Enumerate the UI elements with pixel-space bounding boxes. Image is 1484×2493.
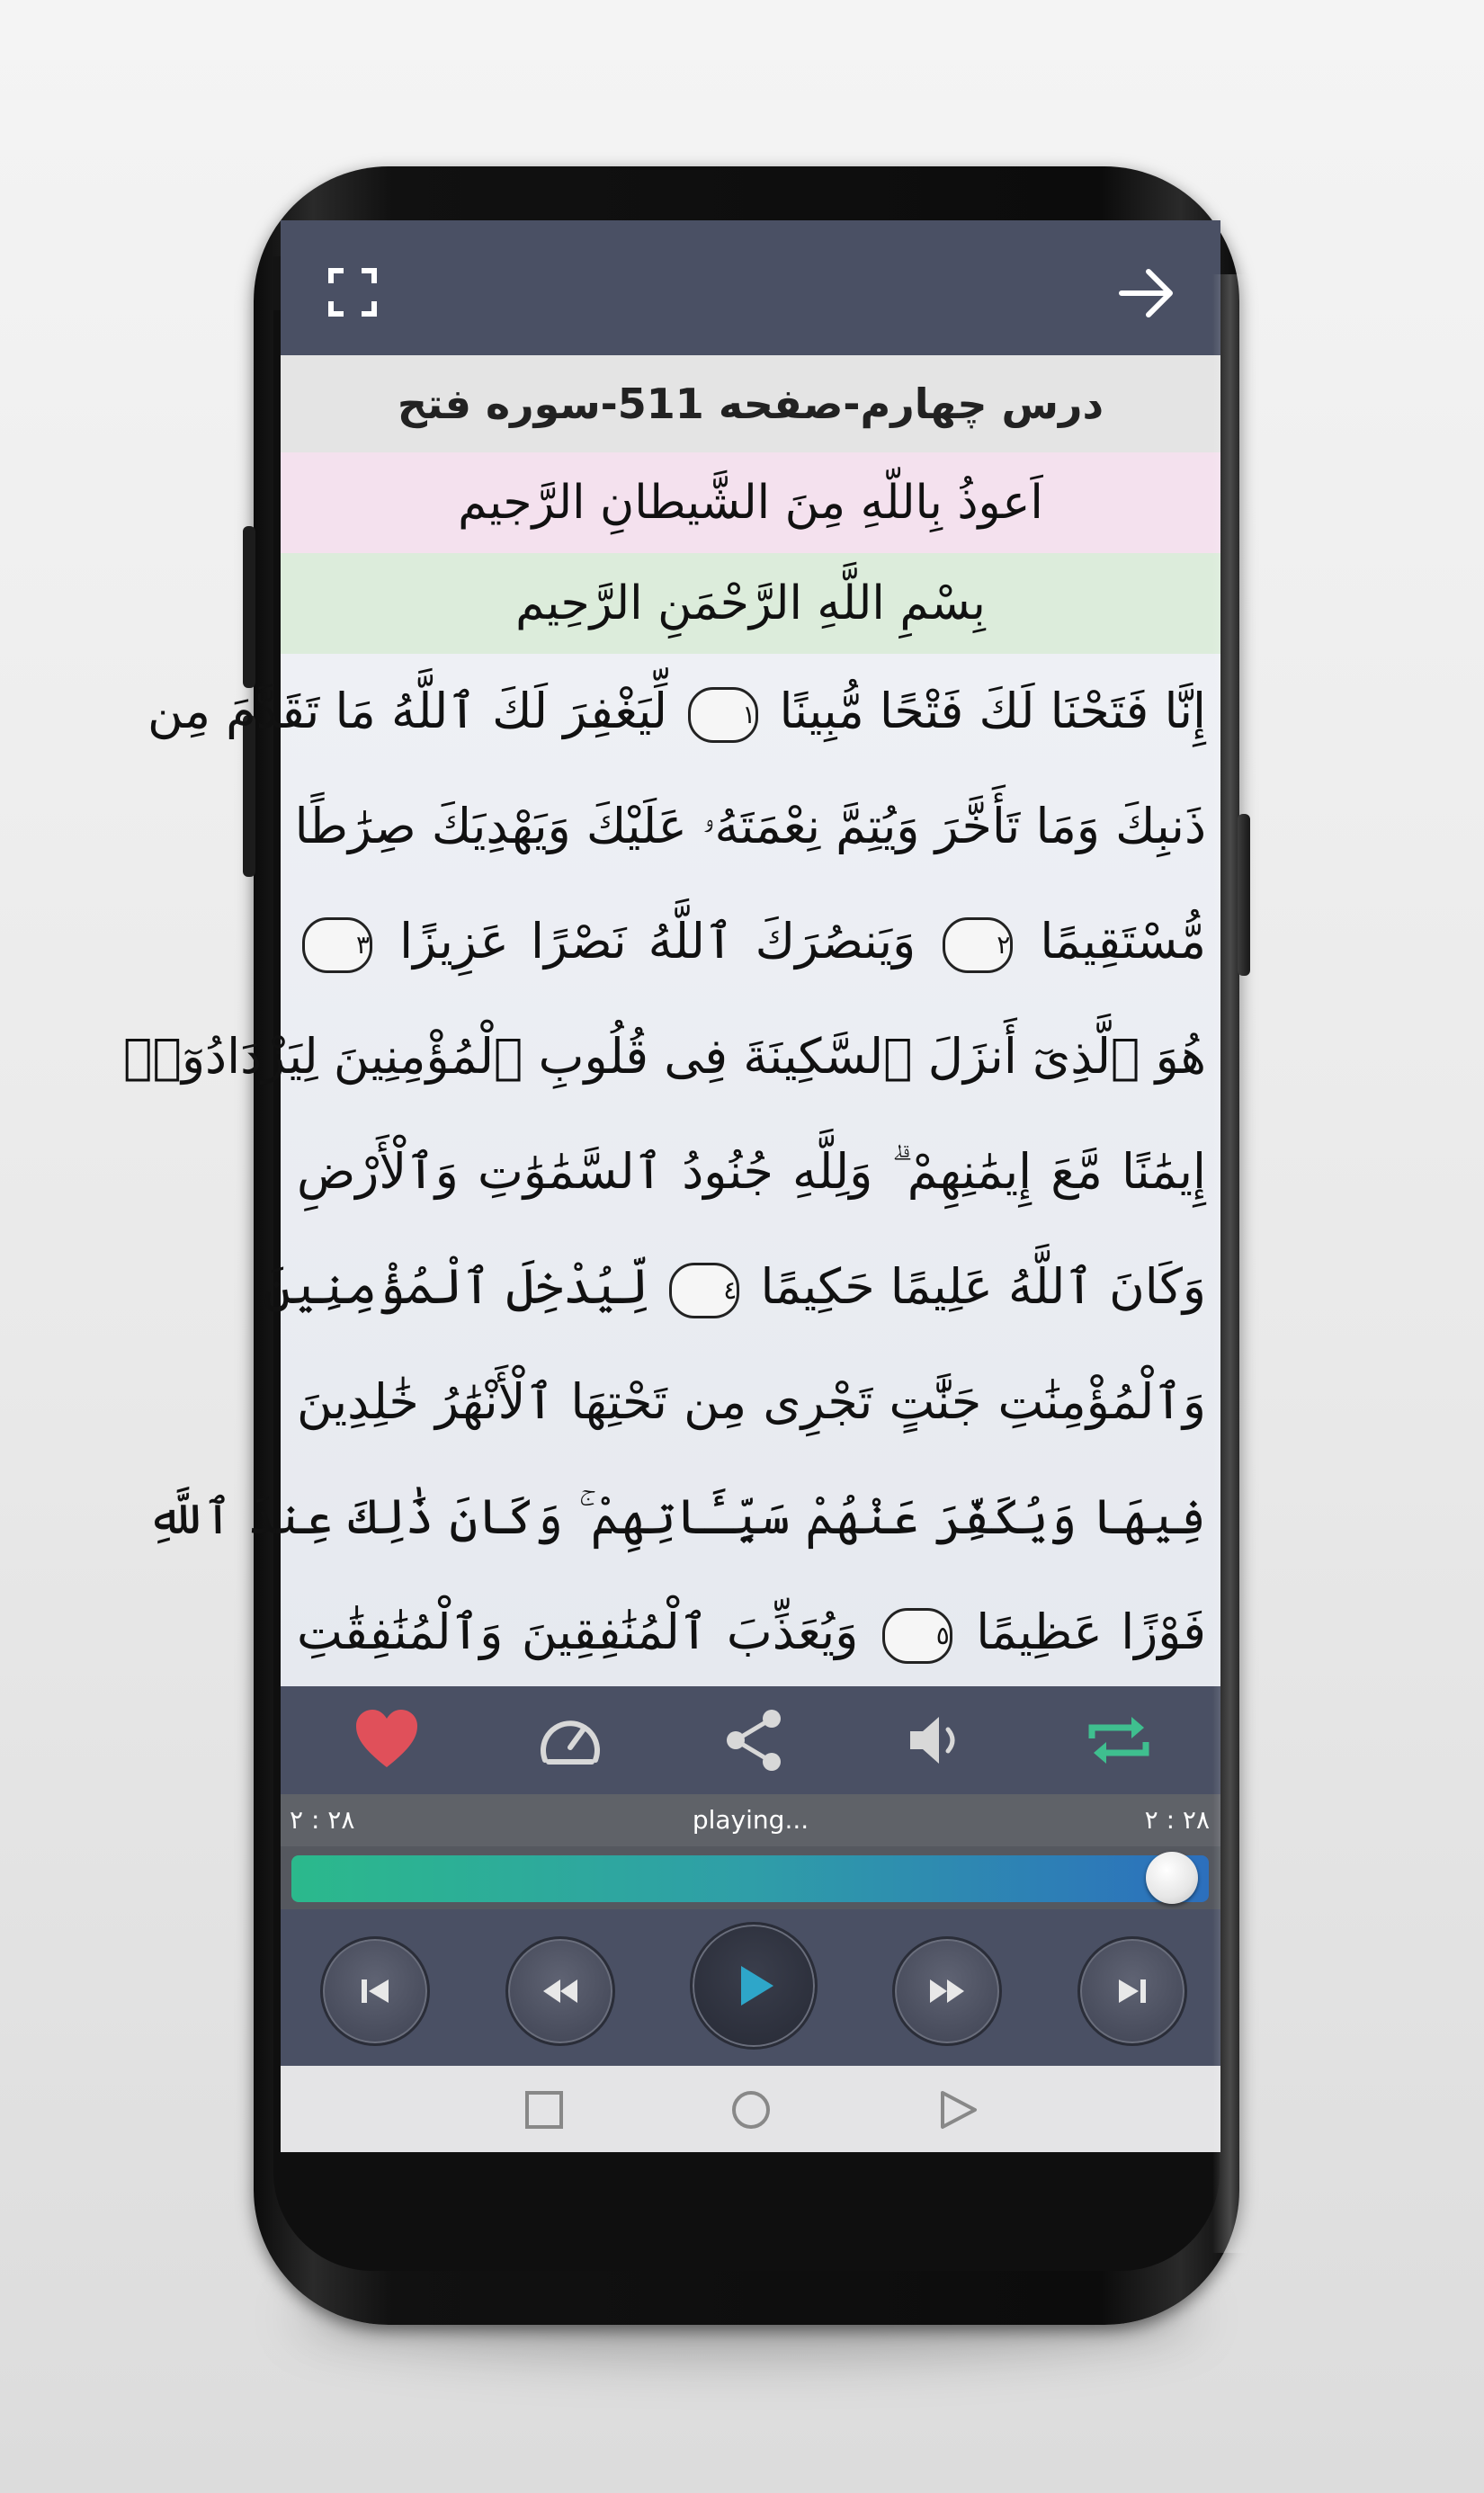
fast-forward-button[interactable] <box>892 1936 1002 2046</box>
seek-thumb[interactable] <box>1146 1852 1198 1904</box>
elapsed-time: ۲ : ۲۸ <box>290 1805 355 1835</box>
verse-line-9[interactable] <box>281 1575 1220 1690</box>
playback-status: playing... <box>692 1805 809 1835</box>
time-bar <box>281 1794 1220 1846</box>
rewind-icon <box>538 1969 583 2014</box>
screen-glare <box>1212 274 1248 2253</box>
istiadha-line: اَعوذُ بِاللّهِ مِنَ الشَّیطانِ الرَّجیم <box>281 452 1220 553</box>
verse-text: فَوْزًا عَظِيمًا <box>976 1604 1206 1660</box>
verse-text: وَكَانَ ٱللَّهُ عَلِيمًا حَكِيمًا <box>760 1258 1206 1315</box>
verse-text: وَيُعَذِّبَ ٱلْمُنَٰفِقِينَ وَٱلْمُنَٰفِقَٰتِ <box>297 1604 859 1660</box>
verse-text: ذَنبِكَ وَمَا تَأَخَّرَ وَيُتِمَّ نِعْمَتَهُۥ عَلَيْكَ وَيَهْدِيَكَ صِرَٰطًا <box>294 798 1206 854</box>
system-nav-bar <box>281 2066 1220 2152</box>
page-title: درس چهارم-صفحه 511-سوره فتح <box>281 355 1220 452</box>
basmala-line: بِسْمِ اللَّهِ الرَّحْمَنِ الرَّحِيم <box>281 553 1220 654</box>
ayah-number-marker: ٢ <box>943 917 1013 973</box>
ayah-number-marker: ١ <box>688 687 758 743</box>
verse-text: لِّيَغْفِرَ لَكَ ٱللَّهُ مَا تَقَدَّمَ مِن <box>147 683 668 739</box>
top-toolbar <box>281 220 1220 355</box>
verse-line-4[interactable] <box>123 999 1220 1114</box>
skip-previous-button[interactable] <box>320 1936 430 2046</box>
seek-bar[interactable] <box>291 1855 1209 1902</box>
verse-line-6[interactable] <box>263 1229 1220 1345</box>
rewind-button[interactable] <box>505 1936 615 2046</box>
player-controls <box>281 1909 1220 2068</box>
fullscreen-icon[interactable] <box>327 267 378 317</box>
ayah-number-marker: ٣ <box>302 917 372 973</box>
verse-line-7[interactable] <box>281 1345 1220 1460</box>
verse-text: فِيهَا وَيُكَفِّرَ عَنْهُمْ سَيِّـَٔاتِهِمْ ۚ وَكَانَ ذَٰلِكَ عِندَ ٱللَّهِ <box>147 1488 1206 1545</box>
verse-line-1[interactable] <box>147 654 1220 769</box>
play-icon <box>730 1961 781 2011</box>
seek-bar-container <box>281 1846 1220 1909</box>
recent-apps-icon[interactable] <box>523 2089 565 2131</box>
verse-line-3[interactable] <box>281 884 1220 999</box>
volume-icon[interactable] <box>903 1706 971 1774</box>
verse-line-8[interactable] <box>147 1460 1220 1575</box>
verse-line-2[interactable] <box>281 769 1220 884</box>
back-nav-icon[interactable] <box>937 2089 979 2131</box>
share-icon[interactable] <box>720 1706 788 1774</box>
verse-line-5[interactable] <box>281 1114 1220 1229</box>
fast-forward-icon <box>925 1969 970 2014</box>
phone-frame <box>123 166 1239 2325</box>
total-time: ۲ : ۲۸ <box>1144 1805 1210 1835</box>
verse-text: وَٱلْمُؤْمِنَٰتِ جَنَّٰتٍ تَجْرِى مِن تَحْتِهَا ٱلْأَنْهَٰرُ خَٰلِدِينَ <box>297 1373 1206 1430</box>
verse-text: إِيمَٰنًا مَّعَ إِيمَٰنِهِمْ ۗ وَلِلَّهِ جُنُودُ ٱلسَّمَٰوَٰتِ وَٱلْأَرْضِ <box>297 1143 1206 1200</box>
home-icon[interactable] <box>730 2089 772 2131</box>
verse-text: لِّيُدْخِلَ ٱلْمُؤْمِنِينَ <box>263 1258 649 1315</box>
verse-text: وَيَنصُرَكَ ٱللَّهُ نَصْرًا عَزِيزًا <box>399 913 916 970</box>
skip-previous-icon <box>353 1969 398 2014</box>
skip-next-button[interactable] <box>1077 1936 1187 2046</box>
play-button[interactable] <box>690 1922 818 2050</box>
verse-text: مُّسْتَقِيمًا <box>1040 913 1206 970</box>
action-toolbar <box>281 1686 1220 1794</box>
verse-text: هُوَ ٱلَّذِىٓ أَنزَلَ ٱلسَّكِينَةَ فِى قُلُوبِ ٱلْمُؤْمِنِينَ لِيَزْدَادُوٓا۟ <box>123 1028 1206 1085</box>
ayah-number-marker: ٥ <box>882 1608 952 1664</box>
repeat-icon[interactable] <box>1085 1706 1153 1774</box>
arrow-right-icon[interactable] <box>1118 264 1177 323</box>
heart-icon[interactable] <box>353 1706 421 1774</box>
verses-panel <box>123 654 1220 1686</box>
skip-next-icon <box>1110 1969 1155 2014</box>
verse-text: إِنَّا فَتَحْنَا لَكَ فَتْحًا مُّبِينًا <box>779 683 1206 739</box>
speedometer-icon[interactable] <box>536 1706 604 1774</box>
app-content <box>123 220 1220 2109</box>
ayah-number-marker: ٤ <box>669 1263 739 1318</box>
